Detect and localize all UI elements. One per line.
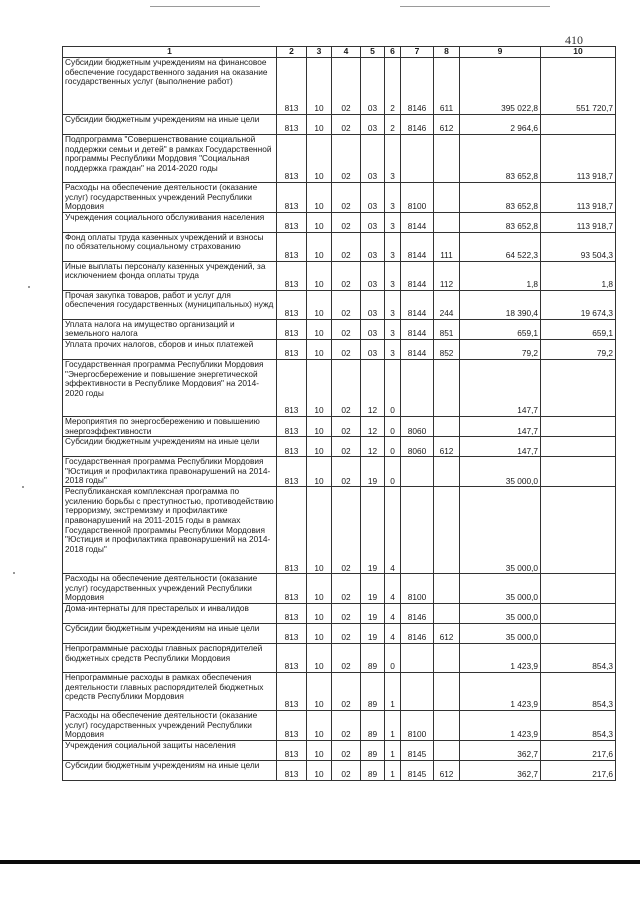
col-8-cell: 851 [434,319,460,339]
col-3-cell: 10 [307,487,332,574]
col-2-cell: 813 [277,115,307,135]
col-3-cell: 10 [307,58,332,115]
col-6-cell: 2 [385,115,401,135]
col-2-cell: 813 [277,232,307,261]
col-6-cell: 4 [385,623,401,643]
scan-dot [22,486,24,488]
row-name-cell: Иные выплаты персоналу казенных учреждений, за исключением фонда оплаты труда [63,261,277,290]
col-4-cell: 02 [332,135,361,183]
col-4-cell: 02 [332,437,361,457]
row-name-cell: Уплата прочих налогов, сборов и иных платежей [63,339,277,359]
col-7-cell [401,643,434,672]
col-7-cell: 8144 [401,232,434,261]
row-name-cell: Республиканская комплексная программа по усилению борьбы с преступностью, противодействию терроризму, экстремизму и профилактике правонарушений на 2011-2015 годы в рамках Государственной программы Республики Мордовия "Юстиция и профилактика правонарушений на 2014-2018 годы" [63,487,277,574]
col-8-cell: 611 [434,58,460,115]
col-9-cell: 79,2 [460,339,541,359]
col-4-cell: 02 [332,359,361,416]
row-name-cell: Непрограммные расходы в рамках обеспечения деятельности главных распорядителей бюджетных средств Республики Мордовия [63,672,277,710]
col-6-cell: 3 [385,319,401,339]
row-name-cell: Подпрограмма "Совершенствование социальной поддержки семьи и детей" в рамках Государственной программы Республики Мордовия "Социальная поддержка граждан" на 2014-2020 годы [63,135,277,183]
col-5-cell: 12 [361,416,385,436]
col-3-cell: 10 [307,760,332,780]
col-10-cell [541,603,616,623]
col-5-cell: 03 [361,339,385,359]
col-3-cell: 10 [307,437,332,457]
col-5-cell: 19 [361,457,385,487]
row-name-cell: Дома-интернаты для престарелых и инвалидов [63,603,277,623]
row-name-cell: Уплата налога на имущество организаций и земельного налога [63,319,277,339]
col-6-cell: 0 [385,437,401,457]
column-header-8: 8 [434,47,460,58]
col-5-cell: 03 [361,261,385,290]
col-2-cell: 813 [277,183,307,213]
col-5-cell: 89 [361,672,385,710]
col-2-cell: 813 [277,359,307,416]
col-7-cell: 8145 [401,760,434,780]
col-10-cell [541,416,616,436]
col-2-cell: 813 [277,58,307,115]
column-header-10: 10 [541,47,616,58]
col-4-cell: 02 [332,760,361,780]
col-10-cell [541,574,616,604]
col-4-cell: 02 [332,740,361,760]
col-7-cell [401,457,434,487]
table-row [63,290,616,319]
col-3-cell: 10 [307,261,332,290]
col-4-cell: 02 [332,115,361,135]
col-2-cell: 813 [277,290,307,319]
table-row [63,710,616,740]
col-5-cell: 19 [361,487,385,574]
scan-dot [28,286,30,288]
col-2-cell: 813 [277,212,307,232]
row-name-cell: Расходы на обеспечение деятельности (оказание услуг) государственных учреждений Республики Мордовия [63,574,277,604]
col-7-cell: 8144 [401,339,434,359]
col-2-cell: 813 [277,319,307,339]
table-row [63,339,616,359]
col-8-cell [434,416,460,436]
col-2-cell: 813 [277,672,307,710]
col-7-cell [401,487,434,574]
col-6-cell: 2 [385,58,401,115]
col-10-cell: 19 674,3 [541,290,616,319]
col-4-cell: 02 [332,672,361,710]
table-row [63,135,616,183]
col-3-cell: 10 [307,623,332,643]
col-4-cell: 02 [332,643,361,672]
col-2-cell: 813 [277,261,307,290]
col-3-cell: 10 [307,710,332,740]
table-row [63,261,616,290]
col-9-cell: 147,7 [460,359,541,416]
col-3-cell: 10 [307,212,332,232]
col-7-cell: 8100 [401,574,434,604]
col-5-cell: 03 [361,319,385,339]
col-9-cell: 35 000,0 [460,457,541,487]
col-10-cell: 659,1 [541,319,616,339]
col-10-cell: 79,2 [541,339,616,359]
col-3-cell: 10 [307,115,332,135]
col-8-cell [434,359,460,416]
col-5-cell: 03 [361,135,385,183]
col-6-cell: 4 [385,574,401,604]
col-6-cell: 1 [385,740,401,760]
col-4-cell: 02 [332,183,361,213]
col-5-cell: 03 [361,58,385,115]
table-row [63,115,616,135]
col-8-cell [434,183,460,213]
col-10-cell [541,623,616,643]
column-header-5: 5 [361,47,385,58]
column-header-6: 6 [385,47,401,58]
table-row [63,574,616,604]
col-8-cell: 612 [434,623,460,643]
row-name-cell: Расходы на обеспечение деятельности (оказание услуг) государственных учреждений Республики Мордовия [63,710,277,740]
col-10-cell [541,457,616,487]
table-row [63,183,616,213]
col-4-cell: 02 [332,212,361,232]
col-9-cell: 147,7 [460,416,541,436]
col-4-cell: 02 [332,261,361,290]
table-body [63,58,616,781]
col-10-cell: 1,8 [541,261,616,290]
col-9-cell: 64 522,3 [460,232,541,261]
top-rule-right [400,6,550,7]
col-4-cell: 02 [332,339,361,359]
row-name-cell: Субсидии бюджетным учреждениям на иные цели [63,623,277,643]
scan-bottom-bar [0,860,640,864]
table-row [63,672,616,710]
col-2-cell: 813 [277,487,307,574]
row-name-cell: Государственная программа Республики Мордовия "Юстиция и профилактика правонарушений на 2014-2018 годы" [63,457,277,487]
top-rule-left [150,6,260,7]
col-4-cell: 02 [332,58,361,115]
col-4-cell: 02 [332,487,361,574]
col-9-cell: 2 964,6 [460,115,541,135]
table-row [63,319,616,339]
col-6-cell: 4 [385,603,401,623]
scan-dot [13,572,15,574]
col-10-cell: 113 918,7 [541,135,616,183]
col-6-cell: 0 [385,457,401,487]
col-7-cell: 8144 [401,290,434,319]
col-5-cell: 03 [361,232,385,261]
col-8-cell [434,212,460,232]
col-6-cell: 3 [385,261,401,290]
col-5-cell: 89 [361,760,385,780]
col-3-cell: 10 [307,416,332,436]
table-row [63,623,616,643]
col-7-cell: 8146 [401,115,434,135]
col-2-cell: 813 [277,135,307,183]
col-9-cell: 395 022,8 [460,58,541,115]
col-8-cell [434,574,460,604]
column-header-4: 4 [332,47,361,58]
table-row [63,58,616,115]
col-7-cell: 8144 [401,261,434,290]
col-5-cell: 19 [361,574,385,604]
col-5-cell: 89 [361,740,385,760]
col-2-cell: 813 [277,740,307,760]
col-8-cell: 612 [434,760,460,780]
col-10-cell: 854,3 [541,672,616,710]
col-6-cell: 3 [385,212,401,232]
col-8-cell [434,135,460,183]
table-row [63,760,616,780]
col-9-cell: 83 652,8 [460,183,541,213]
table-row [63,457,616,487]
col-7-cell: 8146 [401,623,434,643]
table-row [63,740,616,760]
table-row [63,643,616,672]
col-3-cell: 10 [307,603,332,623]
col-2-cell: 813 [277,760,307,780]
col-10-cell: 854,3 [541,710,616,740]
col-9-cell: 147,7 [460,437,541,457]
col-5-cell: 12 [361,437,385,457]
table-header-row [63,47,616,58]
column-header-3: 3 [307,47,332,58]
row-name-cell: Субсидии бюджетным учреждениям на иные цели [63,115,277,135]
row-name-cell: Субсидии бюджетным учреждениям на финансовое обеспечение государственного задания на оказание государственных услуг (выполнение работ) [63,58,277,115]
row-name-cell: Субсидии бюджетным учреждениям на иные цели [63,760,277,780]
col-8-cell: 111 [434,232,460,261]
col-3-cell: 10 [307,183,332,213]
col-10-cell: 217,6 [541,760,616,780]
col-8-cell: 612 [434,437,460,457]
col-4-cell: 02 [332,623,361,643]
col-9-cell: 35 000,0 [460,574,541,604]
budget-table [62,46,616,781]
col-9-cell: 1,8 [460,261,541,290]
col-5-cell: 19 [361,603,385,623]
col-9-cell: 83 652,8 [460,135,541,183]
col-3-cell: 10 [307,339,332,359]
col-5-cell: 03 [361,115,385,135]
col-9-cell: 35 000,0 [460,487,541,574]
col-5-cell: 03 [361,183,385,213]
column-header-9: 9 [460,47,541,58]
col-9-cell: 83 652,8 [460,212,541,232]
row-name-cell: Субсидии бюджетным учреждениям на иные цели [63,437,277,457]
row-name-cell: Прочая закупка товаров, работ и услуг для обеспечения государственных (муниципальных) нужд [63,290,277,319]
table-row [63,603,616,623]
col-4-cell: 02 [332,319,361,339]
col-10-cell: 93 504,3 [541,232,616,261]
col-9-cell: 362,7 [460,740,541,760]
col-7-cell: 8146 [401,603,434,623]
col-4-cell: 02 [332,574,361,604]
col-5-cell: 19 [361,623,385,643]
col-3-cell: 10 [307,135,332,183]
col-8-cell [434,740,460,760]
col-2-cell: 813 [277,643,307,672]
column-header-2: 2 [277,47,307,58]
col-6-cell: 0 [385,416,401,436]
col-2-cell: 813 [277,457,307,487]
col-8-cell [434,487,460,574]
col-9-cell: 35 000,0 [460,623,541,643]
table-row [63,212,616,232]
row-name-cell: Учреждения социальной защиты населения [63,740,277,760]
col-5-cell: 89 [361,710,385,740]
col-2-cell: 813 [277,710,307,740]
col-6-cell: 0 [385,643,401,672]
col-6-cell: 3 [385,183,401,213]
col-8-cell: 112 [434,261,460,290]
col-4-cell: 02 [332,457,361,487]
col-10-cell: 854,3 [541,643,616,672]
col-3-cell: 10 [307,232,332,261]
col-9-cell: 659,1 [460,319,541,339]
col-5-cell: 89 [361,643,385,672]
col-6-cell: 3 [385,290,401,319]
col-3-cell: 10 [307,290,332,319]
col-9-cell: 1 423,9 [460,710,541,740]
table-row [63,232,616,261]
col-9-cell: 1 423,9 [460,672,541,710]
col-8-cell [434,457,460,487]
col-6-cell: 3 [385,339,401,359]
col-5-cell: 03 [361,290,385,319]
row-name-cell: Учреждения социального обслуживания населения [63,212,277,232]
col-7-cell [401,672,434,710]
col-7-cell: 8145 [401,740,434,760]
col-3-cell: 10 [307,457,332,487]
col-2-cell: 813 [277,574,307,604]
col-7-cell: 8060 [401,416,434,436]
col-4-cell: 02 [332,416,361,436]
col-2-cell: 813 [277,416,307,436]
col-9-cell: 18 390,4 [460,290,541,319]
col-8-cell: 852 [434,339,460,359]
table-row [63,359,616,416]
col-6-cell: 3 [385,135,401,183]
col-8-cell: 244 [434,290,460,319]
col-4-cell: 02 [332,232,361,261]
column-header-1: 1 [63,47,277,58]
col-7-cell: 8144 [401,212,434,232]
col-6-cell: 1 [385,760,401,780]
col-10-cell [541,359,616,416]
col-10-cell [541,487,616,574]
col-9-cell: 35 000,0 [460,603,541,623]
col-6-cell: 1 [385,710,401,740]
col-8-cell [434,710,460,740]
col-2-cell: 813 [277,603,307,623]
col-7-cell [401,359,434,416]
col-7-cell: 8146 [401,58,434,115]
col-3-cell: 10 [307,359,332,416]
table-row [63,437,616,457]
col-3-cell: 10 [307,574,332,604]
col-4-cell: 02 [332,710,361,740]
col-7-cell: 8100 [401,710,434,740]
row-name-cell: Государственная программа Республики Мордовия "Энергосбережение и повышение энергетической эффективности в Республике Мордовия" на 2014-2020 годы [63,359,277,416]
col-9-cell: 1 423,9 [460,643,541,672]
col-10-cell [541,115,616,135]
col-3-cell: 10 [307,672,332,710]
page-number: 410 [565,33,583,47]
col-3-cell: 10 [307,740,332,760]
col-10-cell: 113 918,7 [541,183,616,213]
col-8-cell [434,672,460,710]
row-name-cell: Мероприятия по энергосбережению и повышению энергоэффективности [63,416,277,436]
col-8-cell: 612 [434,115,460,135]
table-row [63,487,616,574]
col-3-cell: 10 [307,643,332,672]
col-4-cell: 02 [332,603,361,623]
col-2-cell: 813 [277,623,307,643]
col-2-cell: 813 [277,437,307,457]
col-10-cell: 551 720,7 [541,58,616,115]
col-9-cell: 362,7 [460,760,541,780]
row-name-cell: Расходы на обеспечение деятельности (оказание услуг) государственных учреждений Республики Мордовия [63,183,277,213]
col-7-cell: 8100 [401,183,434,213]
row-name-cell: Фонд оплаты труда казенных учреждений и взносы по обязательному социальному страхованию [63,232,277,261]
col-7-cell: 8060 [401,437,434,457]
col-10-cell: 217,6 [541,740,616,760]
col-7-cell: 8144 [401,319,434,339]
col-6-cell: 0 [385,359,401,416]
table-row [63,416,616,436]
col-4-cell: 02 [332,290,361,319]
col-6-cell: 3 [385,232,401,261]
row-name-cell: Непрограммные расходы главных распорядителей бюджетных средств Республики Мордовия [63,643,277,672]
col-2-cell: 813 [277,339,307,359]
col-8-cell [434,643,460,672]
col-6-cell: 1 [385,672,401,710]
col-7-cell [401,135,434,183]
col-3-cell: 10 [307,319,332,339]
column-header-7: 7 [401,47,434,58]
col-8-cell [434,603,460,623]
col-5-cell: 03 [361,212,385,232]
col-6-cell: 4 [385,487,401,574]
col-10-cell [541,437,616,457]
col-10-cell: 113 918,7 [541,212,616,232]
col-5-cell: 12 [361,359,385,416]
